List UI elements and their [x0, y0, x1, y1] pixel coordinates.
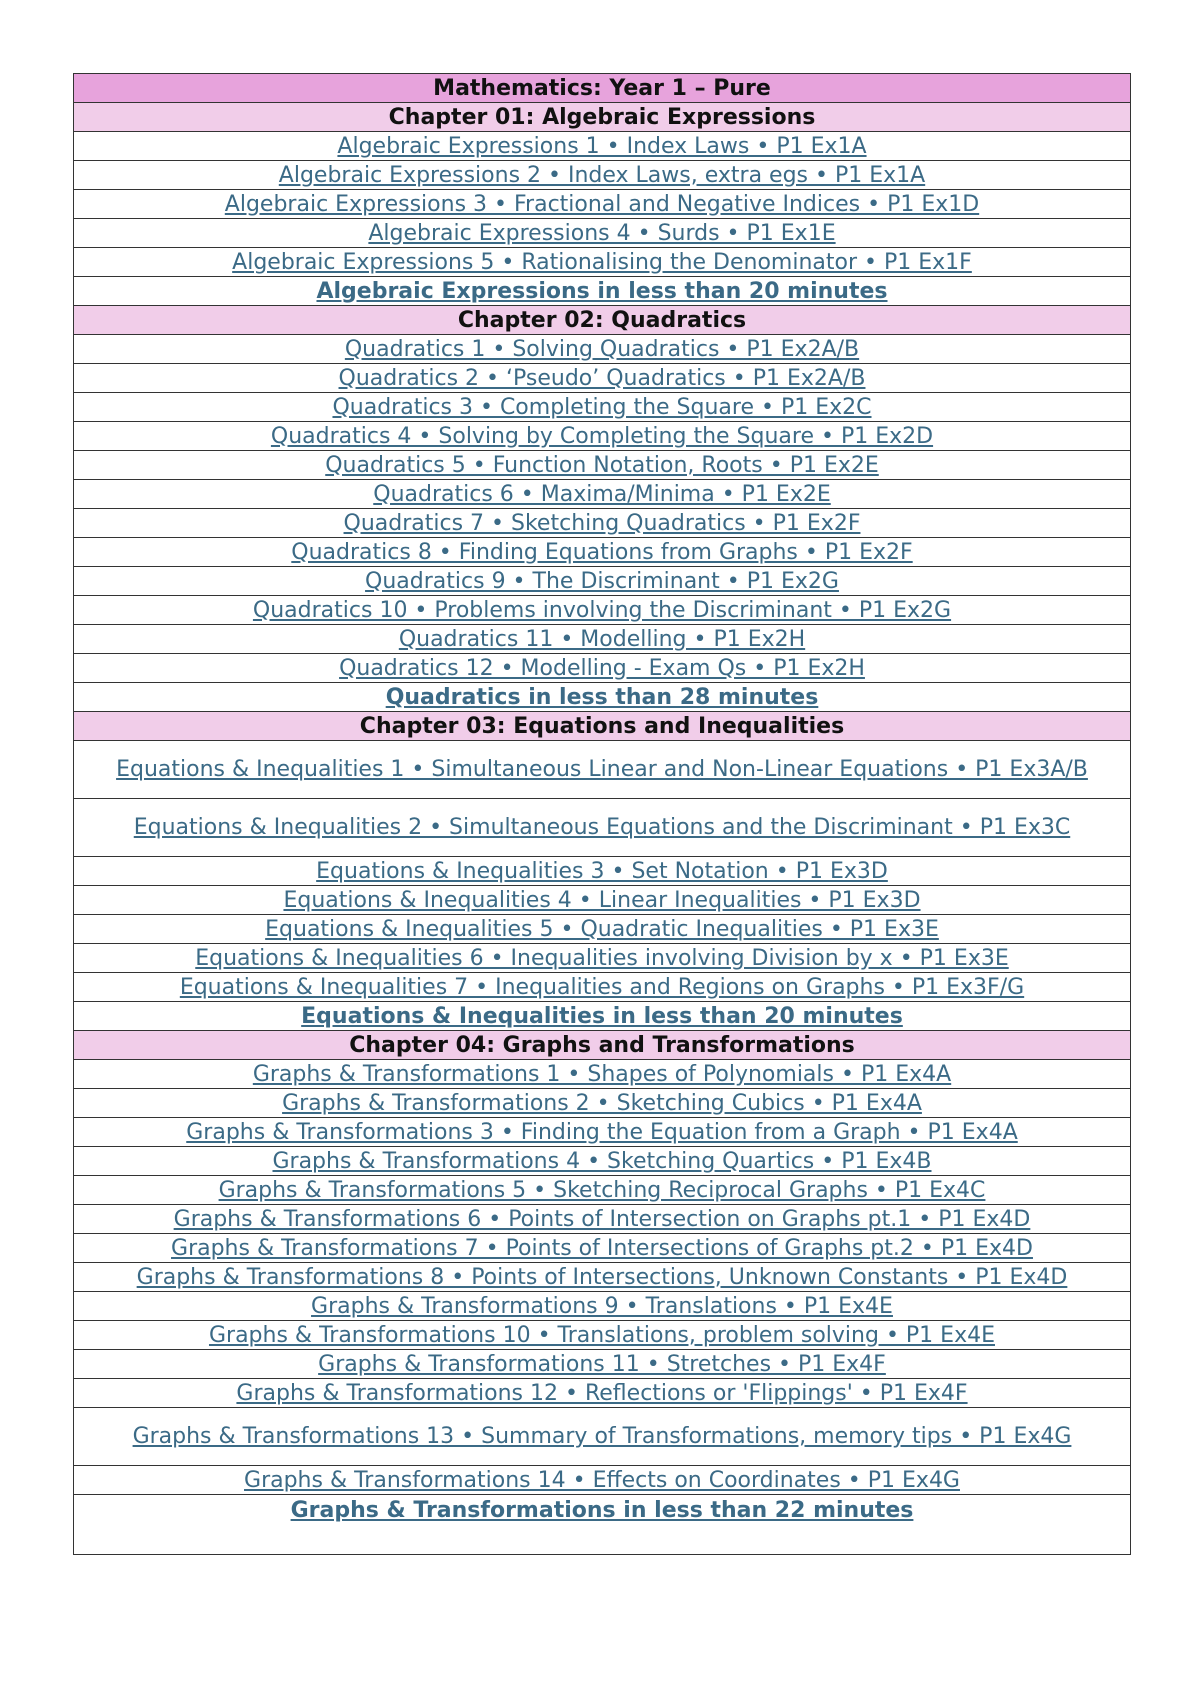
lesson-link[interactable]: Equations & Inequalities 3 • Set Notation • P1 Ex3D [316, 858, 888, 884]
lesson-link[interactable]: Quadratics 5 • Function Notation, Roots • P1 Ex2E [325, 452, 879, 478]
lesson-link[interactable]: Quadratics 11 • Modelling • P1 Ex2H [398, 626, 806, 652]
lesson-link[interactable]: Quadratics 2 • ‘Pseudo’ Quadratics • P1 Ex2A/B [338, 365, 866, 391]
table-row [74, 190, 1131, 219]
lesson-link[interactable]: Quadratics 1 • Solving Quadratics • P1 Ex2A/B [344, 336, 860, 362]
table-row [74, 132, 1131, 161]
lesson-link[interactable]: Algebraic Expressions 4 • Surds • P1 Ex1E [368, 220, 836, 246]
lesson-link[interactable]: Graphs & Transformations 9 • Translations • P1 Ex4E [311, 1293, 893, 1319]
lesson-link[interactable]: Quadratics 6 • Maxima/Minima • P1 Ex2E [373, 481, 831, 507]
table-row [74, 1234, 1131, 1263]
lesson-link[interactable]: Quadratics 8 • Finding Equations from Graphs • P1 Ex2F [291, 539, 913, 565]
lesson-link[interactable]: Quadratics 9 • The Discriminant • P1 Ex2G [365, 568, 839, 594]
lesson-link[interactable]: Quadratics 12 • Modelling - Exam Qs • P1 Ex2H [339, 655, 865, 681]
table-row [74, 248, 1131, 277]
lesson-link[interactable]: Algebraic Expressions 3 • Fractional and Negative Indices • P1 Ex1D [224, 191, 980, 217]
table-row [74, 538, 1131, 567]
table-row [74, 1205, 1131, 1234]
lesson-link[interactable]: Equations & Inequalities 2 • Simultaneous Equations and the Discriminant • P1 Ex3C [133, 815, 1071, 840]
table-row [74, 1292, 1131, 1321]
table-row [74, 1060, 1131, 1089]
summary-link[interactable]: Equations & Inequalities in less than 20 minutes [301, 1003, 903, 1029]
lesson-link[interactable]: Graphs & Transformations 2 • Sketching Cubics • P1 Ex4A [282, 1090, 922, 1116]
chapter-heading: Chapter 04: Graphs and Transformations [74, 1031, 1131, 1060]
table-row [74, 161, 1131, 190]
lesson-link[interactable]: Quadratics 3 • Completing the Square • P1 Ex2C [332, 394, 872, 420]
lesson-link[interactable]: Equations & Inequalities 7 • Inequalities and Regions on Graphs • P1 Ex3F/G [179, 974, 1025, 1000]
table-row [74, 1089, 1131, 1118]
lesson-link[interactable]: Equations & Inequalities 4 • Linear Inequalities • P1 Ex3D [283, 887, 921, 913]
table-row [74, 857, 1131, 886]
table-row [74, 567, 1131, 596]
lesson-link[interactable]: Algebraic Expressions 2 • Index Laws, extra egs • P1 Ex1A [278, 162, 926, 188]
table-row [74, 915, 1131, 944]
chapter-heading-row [74, 306, 1131, 335]
summary-row [74, 1495, 1131, 1555]
table-row [74, 480, 1131, 509]
table-row [74, 364, 1131, 393]
table-row [74, 1321, 1131, 1350]
table-row [74, 509, 1131, 538]
table-row [74, 1379, 1131, 1408]
lesson-link[interactable]: Graphs & Transformations 11 • Stretches • P1 Ex4F [318, 1351, 886, 1377]
lesson-link[interactable]: Quadratics 4 • Solving by Completing the Square • P1 Ex2D [270, 423, 934, 449]
lesson-link[interactable]: Graphs & Transformations 5 • Sketching Reciprocal Graphs • P1 Ex4C [218, 1177, 986, 1203]
table-row [74, 741, 1131, 799]
lesson-link[interactable]: Graphs & Transformations 1 • Shapes of Polynomials • P1 Ex4A [252, 1061, 952, 1087]
chapter-heading: Chapter 01: Algebraic Expressions [74, 103, 1131, 132]
table-row [74, 1350, 1131, 1379]
course-index-table [73, 73, 1131, 1555]
table-row [74, 654, 1131, 683]
summary-row [74, 683, 1131, 712]
title-row [74, 74, 1131, 103]
summary-row [74, 1002, 1131, 1031]
chapter-heading: Chapter 02: Quadratics [74, 306, 1131, 335]
chapter-heading-row [74, 1031, 1131, 1060]
table-row [74, 944, 1131, 973]
lesson-link[interactable]: Graphs & Transformations 8 • Points of Intersections, Unknown Constants • P1 Ex4D [136, 1264, 1068, 1290]
table-row [74, 799, 1131, 857]
lesson-link[interactable]: Equations & Inequalities 1 • Simultaneous Linear and Non-Linear Equations • P1 Ex3A/B [116, 757, 1088, 782]
table-row [74, 625, 1131, 654]
lesson-link[interactable]: Quadratics 7 • Sketching Quadratics • P1 Ex2F [343, 510, 861, 536]
summary-link[interactable]: Algebraic Expressions in less than 20 minutes [316, 278, 888, 304]
lesson-link[interactable]: Equations & Inequalities 5 • Quadratic Inequalities • P1 Ex3E [265, 916, 939, 942]
lesson-link[interactable]: Graphs & Transformations 12 • Reflections or 'Flippings' • P1 Ex4F [236, 1380, 968, 1406]
table-row [74, 1408, 1131, 1466]
table-row [74, 596, 1131, 625]
lesson-link[interactable]: Equations & Inequalities 6 • Inequalities involving Division by x • P1 Ex3E [195, 945, 1009, 971]
chapter-heading-row [74, 712, 1131, 741]
lesson-link[interactable]: Algebraic Expressions 1 • Index Laws • P1 Ex1A [337, 133, 867, 159]
page-title: Mathematics: Year 1 – Pure [74, 74, 1131, 103]
table-row [74, 393, 1131, 422]
table-row [74, 1118, 1131, 1147]
table-row [74, 1176, 1131, 1205]
lesson-link[interactable]: Graphs & Transformations 7 • Points of Intersections of Graphs pt.2 • P1 Ex4D [171, 1235, 1033, 1261]
lesson-link[interactable]: Quadratics 10 • Problems involving the Discriminant • P1 Ex2G [252, 597, 952, 623]
lesson-link[interactable]: Graphs & Transformations 13 • Summary of Transformations, memory tips • P1 Ex4G [132, 1424, 1072, 1449]
summary-row [74, 277, 1131, 306]
table-row [74, 1147, 1131, 1176]
lesson-link[interactable]: Algebraic Expressions 5 • Rationalising the Denominator • P1 Ex1F [232, 249, 972, 275]
table-row [74, 422, 1131, 451]
chapter-heading: Chapter 03: Equations and Inequalities [74, 712, 1131, 741]
lesson-link[interactable]: Graphs & Transformations 4 • Sketching Quartics • P1 Ex4B [272, 1148, 932, 1174]
table-row [74, 886, 1131, 915]
table-row [74, 219, 1131, 248]
lesson-link[interactable]: Graphs & Transformations 14 • Effects on Coordinates • P1 Ex4G [244, 1467, 960, 1493]
chapter-heading-row [74, 103, 1131, 132]
lesson-link[interactable]: Graphs & Transformations 3 • Finding the Equation from a Graph • P1 Ex4A [186, 1119, 1018, 1145]
lesson-link[interactable]: Graphs & Transformations 10 • Translations, problem solving • P1 Ex4E [208, 1322, 995, 1348]
table-row [74, 335, 1131, 364]
table-row [74, 451, 1131, 480]
table-row [74, 1466, 1131, 1495]
summary-link[interactable]: Graphs & Transformations in less than 22 minutes [290, 1498, 914, 1523]
lesson-link[interactable]: Graphs & Transformations 6 • Points of Intersection on Graphs pt.1 • P1 Ex4D [173, 1206, 1031, 1232]
summary-link[interactable]: Quadratics in less than 28 minutes [385, 684, 819, 710]
table-row [74, 973, 1131, 1002]
table-row [74, 1263, 1131, 1292]
